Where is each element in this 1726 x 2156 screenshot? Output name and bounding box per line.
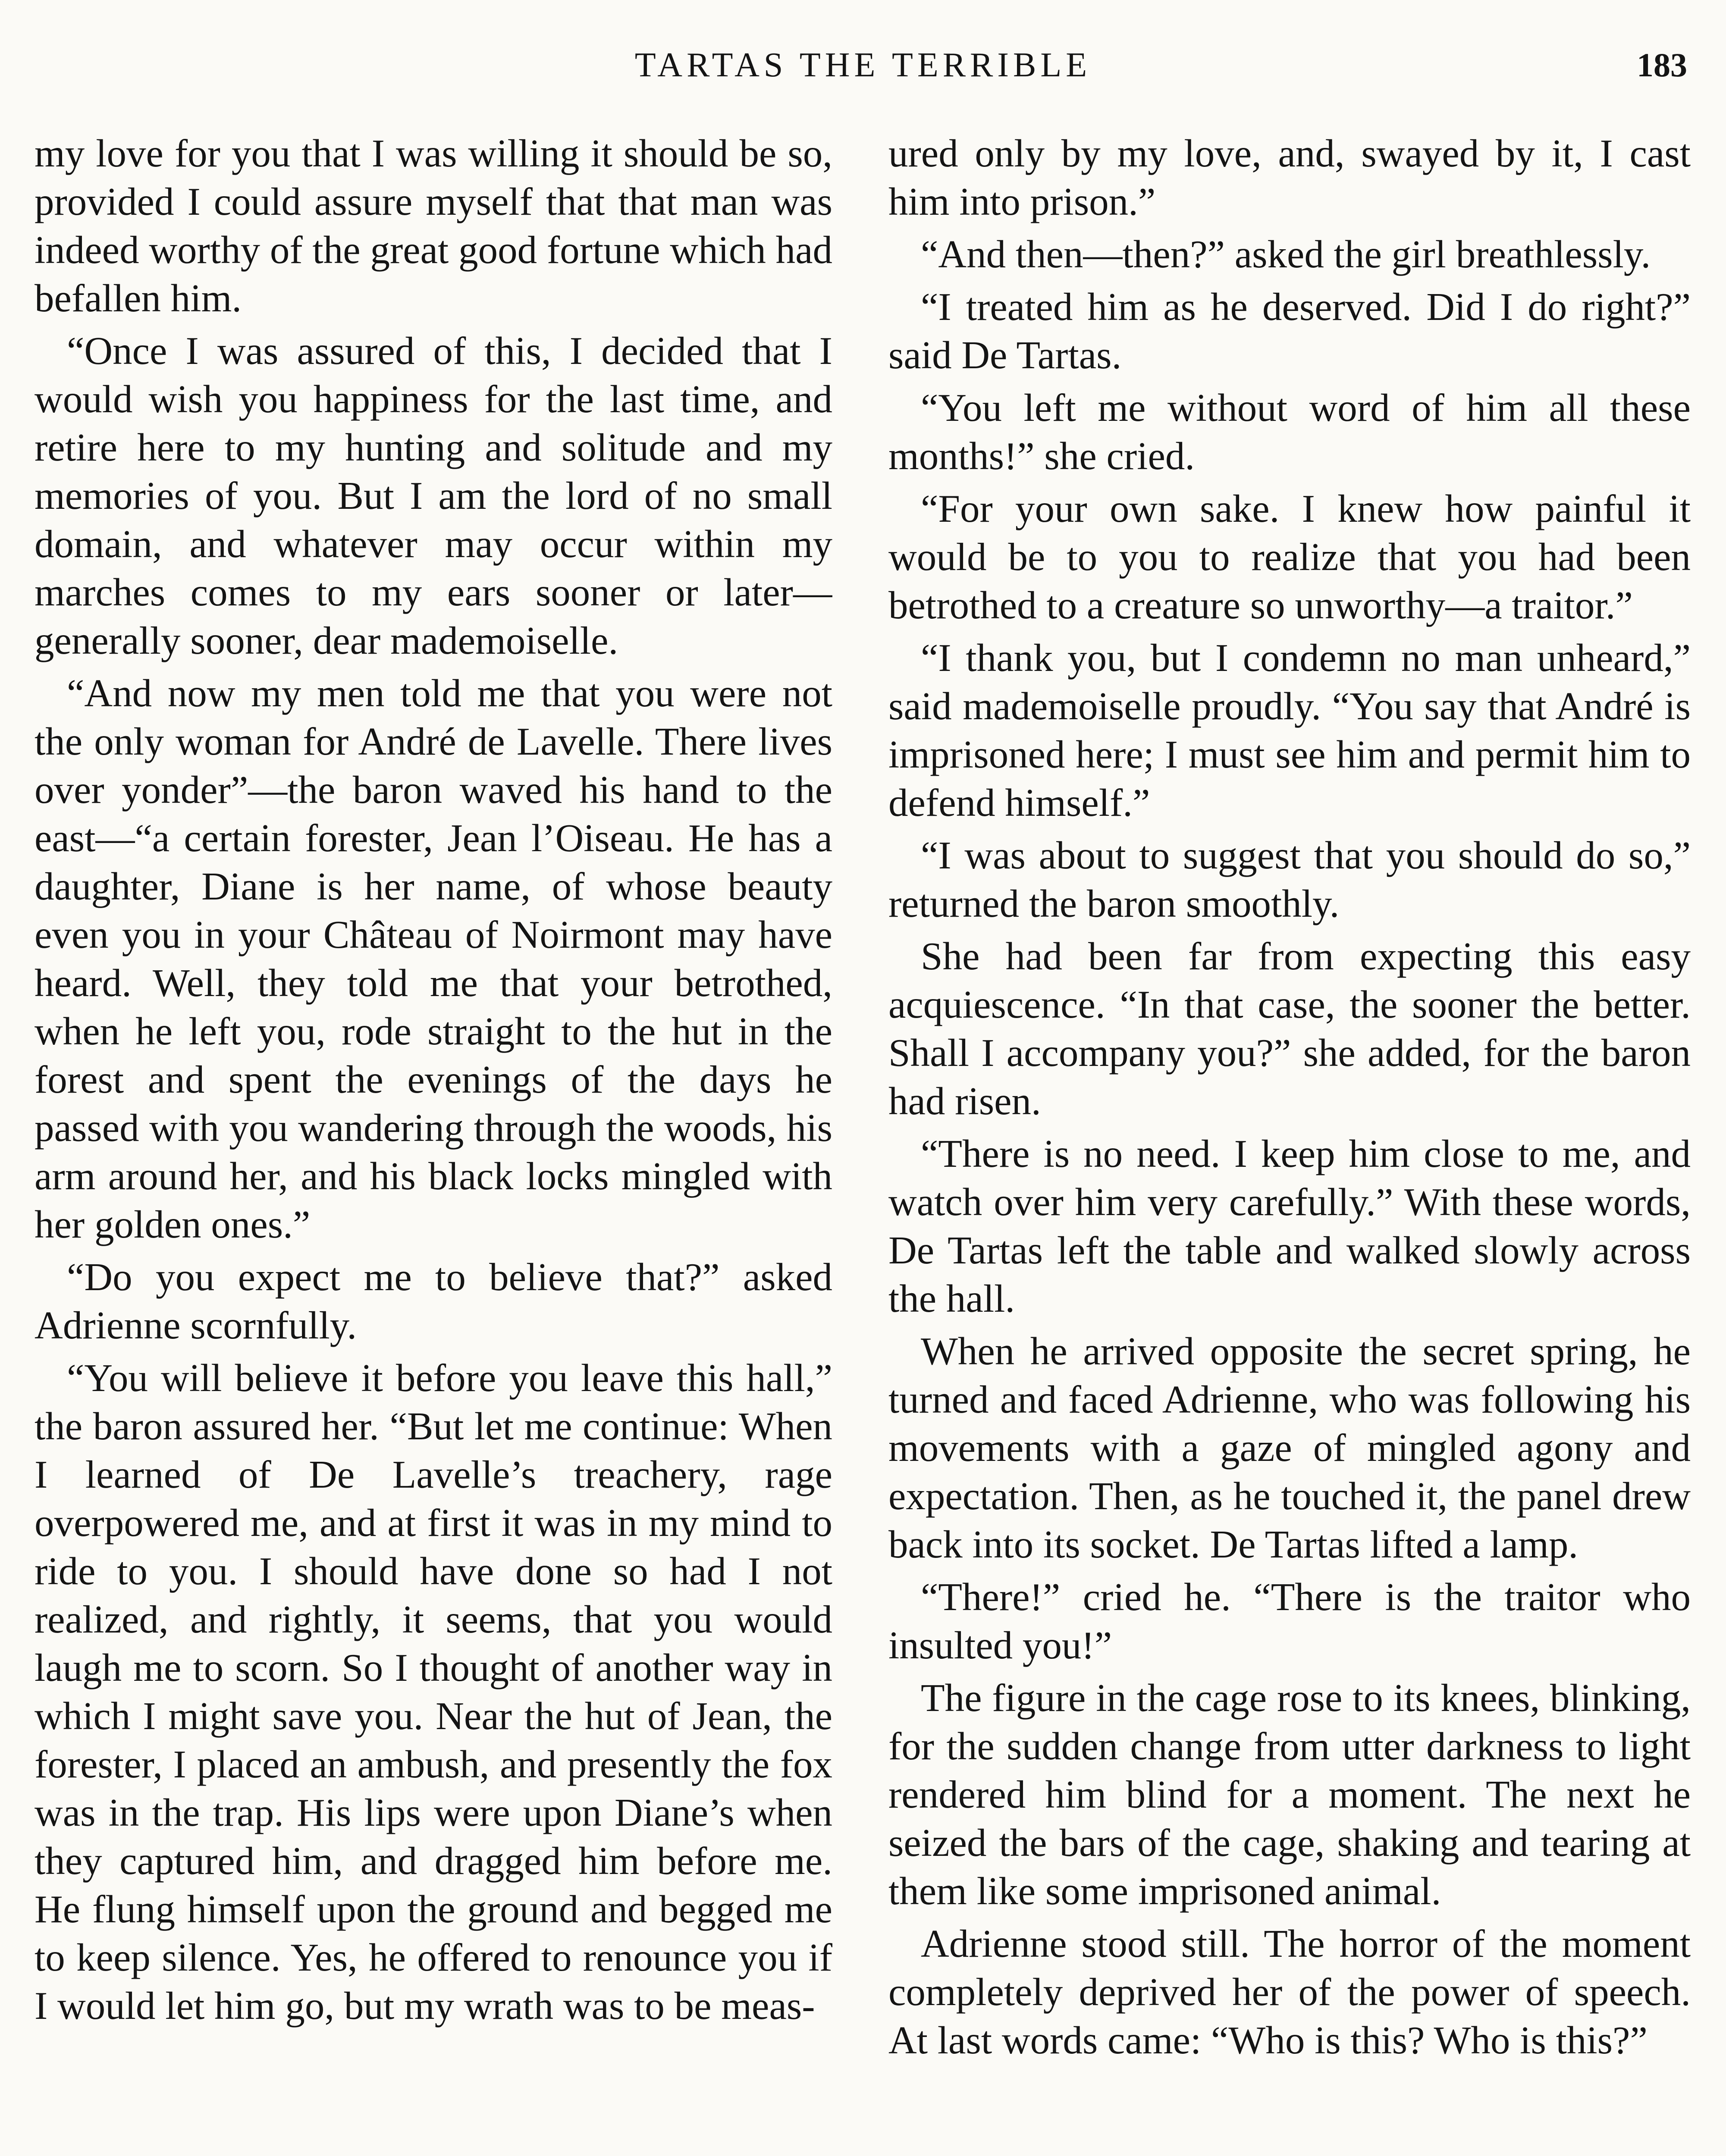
paragraph: When he arrived opposite the secret spring, he turned and faced Adrienne, who was following his movements with a gaze of mingled agony and expectation. Then, as he touched it, the panel drew back into its socket. De Tartas lifted a lamp. <box>888 1329 1691 1566</box>
paragraph: The figure in the cage rose to its knees, blinking, for the sudden change from utter darkness to light rendered him blind for a moment. The next he seized the bars of the cage, shaking and tearing at them like some imprisoned animal. <box>888 1676 1691 1913</box>
paragraph: “You will believe it before you leave this hall,” the baron assured her. “But let me continue: When I learned of De Lavelle’s treachery, rage overpowered me, and at first it was in my mind to ride to you. I should have done so had I not realized, and rightly, it seems, that you would laugh me to scorn. So I thought of another way in which I might save you. Near the hut of Jean, the forester, I placed an ambush, and presently the fox was in the trap. His lips were upon Diane’s when they captured him, and dragged him before me. He flung himself upon the ground and begged me to keep silence. Yes, he offered to renounce you if I would let him go, but my wrath was to be meas- <box>35 1356 832 2028</box>
paragraph: “And now my men told me that you were not the only woman for André de Lavelle. There lives over yonder”—the baron waved his hand to the east—“a certain forester, Jean l’Oiseau. He has a daughter, Diane is her name, of whose beauty even you in your Château of Noirmont may have heard. Well, they told me that your betrothed, when he left you, rode straight to the hut in the forest and spent the evenings of the days he passed with you wandering through the woods, his arm around her, and his black locks mingled with her golden ones.” <box>35 671 832 1246</box>
paragraph: “You left me without word of him all these months!” she cried. <box>888 386 1691 478</box>
paragraph: “I was about to suggest that you should do so,” returned the baron smoothly. <box>888 834 1691 925</box>
paragraph: ured only by my love, and, swayed by it, I cast him into prison.” <box>888 132 1691 223</box>
running-title: TARTAS THE TERRIBLE <box>634 46 1092 84</box>
paragraph: “Do you expect me to believe that?” asked Adrienne scornfully. <box>35 1255 832 1347</box>
paragraph: “I treated him as he deserved. Did I do right?” said De Tartas. <box>888 285 1691 377</box>
paragraph: “There is no need. I keep him close to me, and watch over him very carefully.” With these words, De Tartas left the table and walked slowly across the hall. <box>888 1132 1691 1320</box>
paragraph: “Once I was assured of this, I decided that I would wish you happiness for the last time, and retire here to my hunting and solitude and my memories of you. But I am the lord of no small domain, and whatever may occur within my marches comes to my ears sooner or later—generally sooner, dear mademoiselle. <box>35 329 832 662</box>
paragraph: “And then—then?” asked the girl breathlessly. <box>921 232 1651 276</box>
paragraph: She had been far from expecting this easy acquiescence. “In that case, the sooner the better. Shall I accompany you?” she added, for the baron had risen. <box>888 934 1691 1123</box>
paragraph: “I thank you, but I condemn no man unheard,” said mademoiselle proudly. “You say that André is imprisoned here; I must see him and permit him to defend himself.” <box>888 636 1691 824</box>
page-number: 183 <box>1637 46 1687 84</box>
paragraph: “For your own sake. I knew how painful it would be to you to realize that you had been betrothed to a creature so unworthy—a traitor.” <box>888 487 1691 627</box>
paragraph: “There!” cried he. “There is the traitor who insulted you!” <box>888 1575 1691 1667</box>
right-column <box>888 129 1691 2156</box>
paragraph: my love for you that I was willing it should be so, provided I could assure myself that that man was indeed worthy of the great good fortune which had befallen him. <box>35 132 832 320</box>
left-column <box>35 129 832 2156</box>
paragraph: Adrienne stood still. The horror of the moment completely deprived her of the power of speech. At last words came: “Who is this? Who is this?” <box>888 1922 1691 2062</box>
page-header <box>35 41 1691 89</box>
